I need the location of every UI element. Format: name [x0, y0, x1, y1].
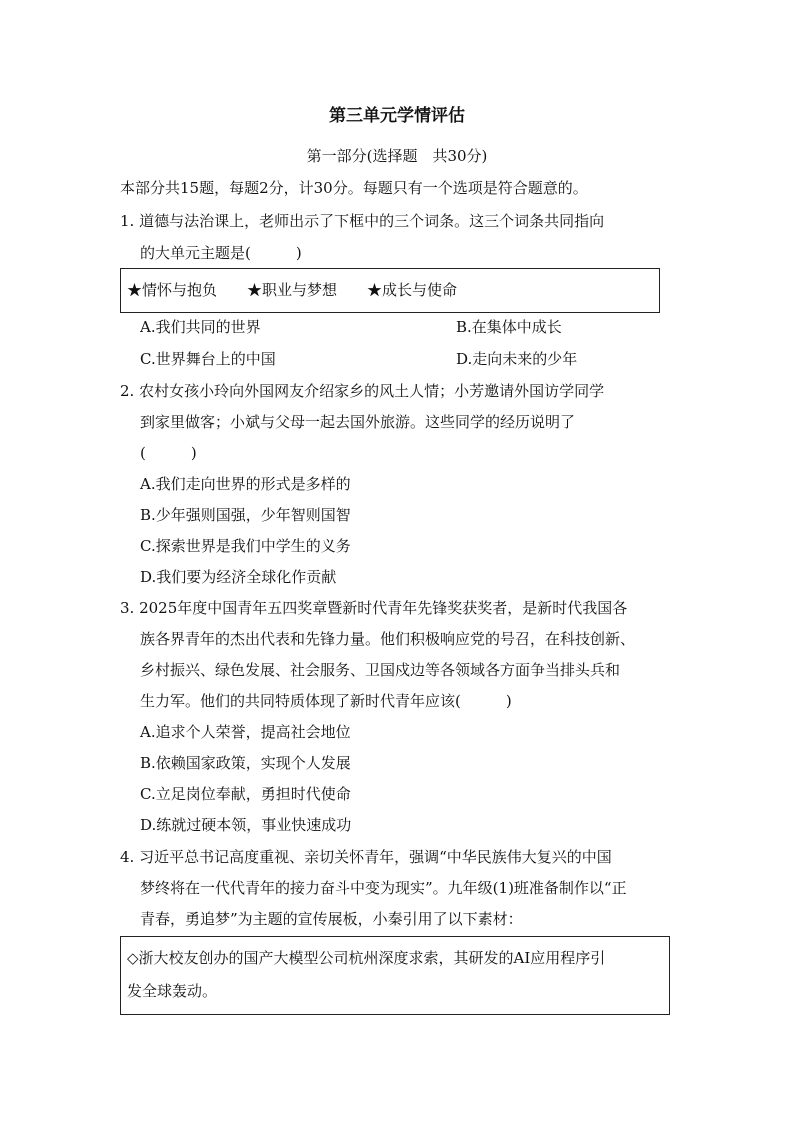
question-1-option-c: C.世界舞台上的中国: [140, 350, 276, 368]
question-1-option-d: D.走向未来的少年: [456, 350, 578, 368]
question-3-line-4: 生力军。他们的共同特质体现了新时代青年应该( ): [140, 692, 512, 710]
question-4-material-line-1: ◇浙大校友创办的国产大模型公司杭州深度求索，其研发的AI应用程序引: [127, 949, 606, 967]
question-4-line-2: 梦终将在一代代青年的接力奋斗中变为现实”。九年级(1)班准备制作以“正: [140, 879, 627, 897]
question-2-option-d: D.我们要为经济全球化作贡献: [140, 568, 337, 586]
question-3-line-2: 族各界青年的杰出代表和先锋力量。他们积极响应党的号召，在科技创新、: [140, 630, 636, 648]
section-subtitle: 第一部分(选择题 共30分): [306, 147, 488, 165]
question-3-line-1: 3. 2025年度中国青年五四奖章暨新时代青年先锋奖获奖者，是新时代我国各: [120, 599, 628, 617]
question-1-option-a: A.我们共同的世界: [140, 318, 261, 336]
question-2-option-c: C.探索世界是我们中学生的义务: [140, 537, 351, 555]
question-4-material-box: [120, 936, 670, 1015]
question-1-box-text: ★情怀与抱负 ★职业与梦想 ★成长与使命: [127, 281, 458, 299]
question-2-line-1: 2. 农村女孩小玲向外国网友介绍家乡的风土人情；小芳邀请外国访学同学: [120, 382, 605, 400]
question-3-option-d: D.练就过硬本领，事业快速成功: [140, 816, 352, 834]
question-3-line-3: 乡村振兴、绿色发展、社会服务、卫国戍边等各领域各方面争当排头兵和: [140, 661, 621, 679]
question-3-option-a: A.追求个人荣誉，提高社会地位: [140, 723, 351, 741]
question-2-option-a: A.我们走向世界的形式是多样的: [140, 475, 351, 493]
question-2-line-3: ( ): [140, 444, 197, 462]
question-3-option-b: B.依赖国家政策，实现个人发展: [140, 754, 351, 772]
instructions: 本部分共15题，每题2分，计30分。每题只有一个选项是符合题意的。: [120, 179, 588, 197]
question-4-line-3: 青春，勇追梦”为主题的宣传展板，小秦引用了以下素材：: [140, 910, 523, 928]
question-1-line-1: 1. 道德与法治课上，老师出示了下框中的三个词条。这三个词条共同指向: [120, 212, 605, 230]
question-2-line-2: 到家里做客；小斌与父母一起去国外旅游。这些同学的经历说明了: [140, 413, 576, 431]
question-4-material-line-2: 发全球轰动。: [127, 982, 218, 1000]
question-4-line-1: 4. 习近平总书记高度重视、亲切关怀青年，强调“中华民族伟大复兴的中国: [120, 848, 612, 866]
question-2-option-b: B.少年强则国强，少年智则国智: [140, 506, 351, 524]
question-1-option-b: B.在集体中成长: [456, 318, 562, 336]
question-1-box: [120, 268, 660, 313]
page-title: 第三单元学情评估: [329, 106, 465, 126]
question-3-option-c: C.立足岗位奉献，勇担时代使命: [140, 785, 351, 803]
question-1-line-2: 的大单元主题是( ): [140, 244, 302, 262]
